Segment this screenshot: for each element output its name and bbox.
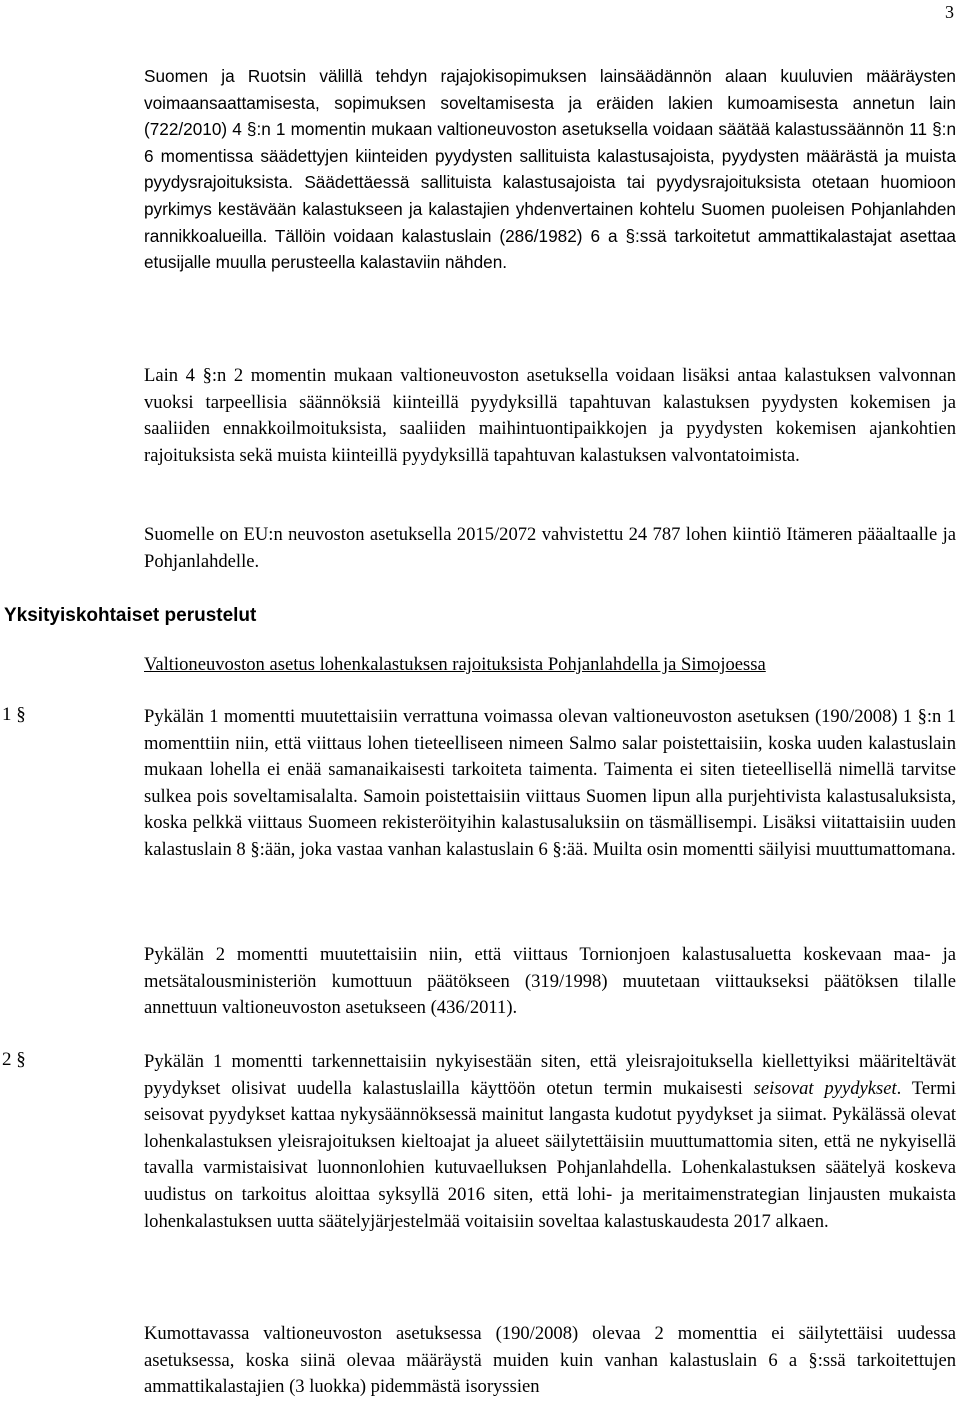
section-1-paragraph-1: Pykälän 1 momentti muutettaisiin verrattuna voimassa olevan valtioneuvoston asetuksen (190/2008) 1 §:n 1 momenttiin niin, että viittaus lohen tieteelliseen nimeen Salmo salar poistettaisiin, koska uuden kalastuslain mukaan lohella ei enää samanaikaisesti tarkoiteta taimenta. Taimenta ei siten tieteellisellä nimellä tarvitse sulkea pois soveltamisalalta. Samoin poistettaisiin viittaus Suomen lipun alla purjehtivista kalastusaluksista, koska pelkkä viittaus Suomeen rekisteröityihin kalastusaluksiin on täsmällisempi. Lisäksi viitattaisiin uuden kalastuslain 8 §:ään, joka vastaa vanhan kalastuslain 6 §:ää. Muilta osin momentti säilyisi muuttumattomana. [144, 706, 956, 860]
intro-paragraph-3: Suomelle on EU:n neuvoston asetuksella 2015/2072 vahvistettu 24 787 lohen kiintiö Itämeren pääaltaalle ja Pohjanlahdelle. [144, 524, 956, 572]
section-2-text-end: . Termi seisovat pyydykset kattaa nykysäännöksessä mainitut langasta kudotut pyydykset ja siimat. Pykälässä olevat lohenkalastuksen yleisrajoituksen kieltoajat ja alueet säilytettäisiin muuttumattomia siten, että ne nykyisellä tavalla varmistaisivat luonnonlohien kutuvaelluksen Pohjanlahdella. Lohenkalastuksen säätelyä koskeva uudistus on tarkoitus aloittaa syksyllä 2016 siten, että lohi- ja meritaimenstrategian linjausten mukaista lohenkalastuksen uutta säätelyjärjestelmää voitaisiin soveltaa kalastuskaudesta 2017 alkaen. [144, 1077, 956, 1232]
section-2-paragraph-2: Kumottavassa valtioneuvoston asetuksessa (190/2008) olevaa 2 momenttia ei säilytettäisi uudessa asetuksessa, koska siinä olevaa määräystä muiden kuin vanhan kalastuslain 6 a §:ssä tarkoitettujen ammattikalastajien (3 luokka) pidemmästä isoryssien [144, 1323, 956, 1398]
intro-paragraph-1: Suomen ja Ruotsin välillä tehdyn rajajokisopimuksen lainsäädännön alaan kuuluvien määräysten voimaansaattamisesta, sopimuksen soveltamisesta ja eräiden lakien kumoamisesta annetun lain (722/2010) 4 §:n 1 momentin mukaan valtioneuvoston asetuksella voidaan säätää kalastussäännön 11 §:n 6 momentissa säädettyjen kiinteiden pyydysten sallituista kalastusajoista, pyydysten määrästä ja muista pyydysrajoituksista. Säädettäessä sallituista kalastusajoista tai pyydysrajoituksista otetaan huomioon pyrkimys kestävään kalastukseen ja kalastajien yhdenvertainen kohtelu Suomen puoleisen Pohjanlahden rannikkoalueilla. Tällöin voidaan kalastuslain (286/1982) 6 a §:ssä tarkoitetut ammattikalastajat asettaa etusijalle muulla perusteella kalastaviin nähden. [144, 66, 956, 273]
section-number-1: 1 § [2, 704, 26, 725]
section-heading: Yksityiskohtaiset perustelut [4, 605, 257, 626]
section-2-paragraph-1 [144, 1049, 956, 1235]
page-number: 3 [945, 2, 954, 22]
section-number-2: 2 § [2, 1049, 26, 1070]
section-2-text-start: Pykälän 1 momentti tarkennettaisiin nykyisestään siten, että yleisrajoituksella kiellettyiksi määriteltävät pyydykset olisivat uudella kalastuslailla käyttöön otetun termin mukaisesti [144, 1051, 956, 1099]
regulation-title: Valtioneuvoston asetus lohenkalastuksen rajoituksista Pohjanlahdella ja Simojoessa [144, 654, 766, 675]
intro-paragraph-2: Lain 4 §:n 2 momentin mukaan valtioneuvoston asetuksella voidaan lisäksi antaa kalastuksen valvonnan vuoksi tarpeellisia säännöksiä kiinteillä pyydyksillä tapahtuvan kalastuksen pyydysten kokemisen ja saaliiden ennakkoilmoituksista, saaliiden maihintuontipaikkojen ja pyydysten kokemisen ajankohtien rajoituksista sekä muista kiinteillä pyydyksillä tapahtuvan kalastuksen valvontatoimista. [144, 365, 956, 466]
section-2-term: seisovat pyydykset [753, 1077, 897, 1099]
section-1-paragraph-2: Pykälän 2 momentti muutettaisiin niin, että viittaus Tornionjoen kalastusaluetta koskevaan maa- ja metsätalousministeriön kumottuun päätökseen (319/1998) muutetaan viittaukseksi päätöksen tilalle annettuun valtioneuvoston asetukseen (436/2011). [144, 944, 956, 1019]
